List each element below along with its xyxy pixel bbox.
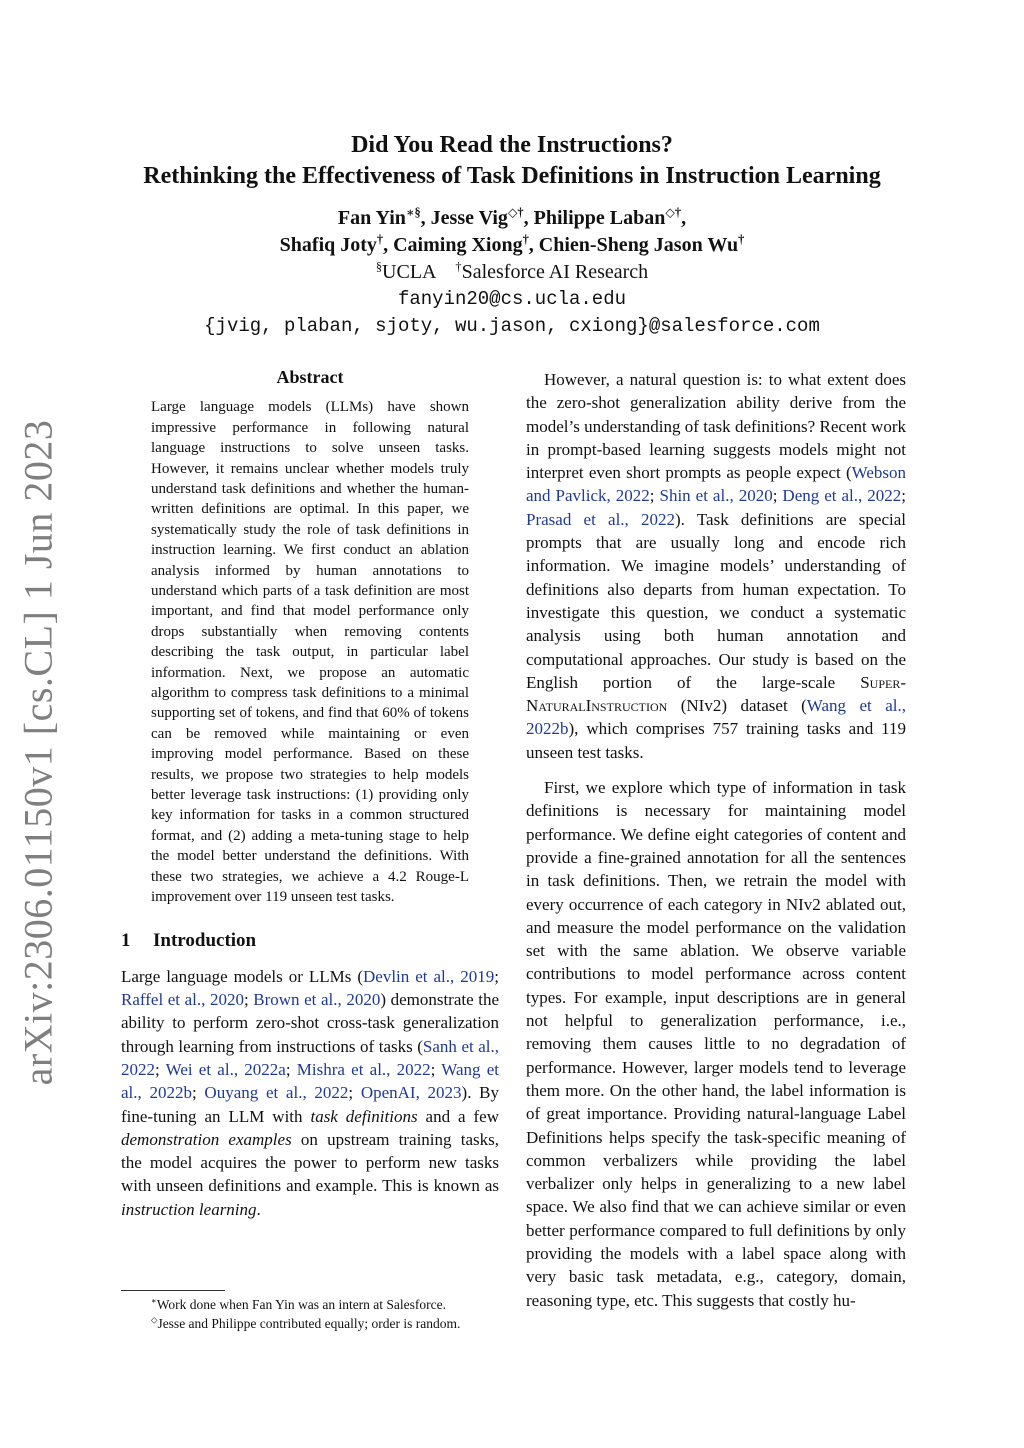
citation-link[interactable]: Wang et al., 2022b: [526, 696, 906, 739]
author-mark: †: [738, 232, 745, 247]
author-mark: ◇†: [665, 205, 682, 220]
intro-paragraph: [121, 965, 499, 1221]
author-name: Chien-Sheng Jason Wu: [538, 234, 739, 256]
author-name: Caiming Xiong: [393, 234, 523, 256]
paper-title: [0, 130, 1024, 192]
author-name: Fan Yin: [337, 207, 406, 229]
left-column: [121, 366, 499, 1221]
citation-link[interactable]: Ouyang et al., 2022: [204, 1083, 349, 1103]
email-salesforce: {jvig, plaban, sjoty, wu.jason, cxiong}@salesforce.com: [204, 315, 820, 337]
text-run: Large language models or LLMs (: [121, 966, 364, 986]
author-name: Jesse Vig: [430, 207, 508, 229]
citation-link[interactable]: Shin et al., 2020: [659, 486, 773, 506]
affiliations: [0, 259, 1024, 286]
arxiv-identifier-stamp: [8, 419, 68, 1086]
citation-link[interactable]: Devlin et al., 2019: [363, 966, 495, 986]
footnote-mark: ◇: [151, 1315, 158, 1325]
text-run: (NIv2) dataset (: [667, 696, 807, 716]
emphasis: demonstration examples: [121, 1129, 292, 1149]
citation-link[interactable]: Raffel et al., 2020: [121, 990, 244, 1010]
affiliation-mark: §: [375, 259, 383, 274]
affiliation-ucla: UCLA: [382, 261, 436, 283]
author-names-line-1: Fan Yin∗§, Jesse Vig◇†, Philippe Laban◇†,: [337, 205, 687, 229]
section-title: Introduction: [153, 930, 257, 952]
author-mark: ◇†: [507, 205, 524, 220]
text-run: ;: [430, 1059, 442, 1079]
title-line-1: Did You Read the Instructions?: [351, 132, 673, 158]
text-run: .: [256, 1199, 261, 1219]
body-paragraph: First, we explore which type of information in task definitions is necessary for maintaining model performance. We define eight categories of content and provide a fine-grained annotation for all the sentences in task definitions. Then, we retrain the model with every occurrence of each category in NIv2 ablated out, and measure the model performance on the validation set with the same ablation. We observe variable contributions to model performance across content types. For example, input descriptions are in general not helpful to generalization performance, i.e., removing them causes little to no degradation of performance. However, larger models tend to leverage them more. On the other hand, the label information is of great importance. Providing natural-language Label Definitions helps specify the task-specific meaning of common verbalizers while providing the label verbalizer only helps in generalizing to a new label space. We also find that we can achieve similar or even better performance compared to full definitions by only providing the models with a label space along with very basic task metadata, e.g., category, domain, reasoning type, etc. This suggests that costly hu-: [526, 778, 906, 1310]
section-number: 1: [121, 930, 131, 952]
author-names-line-2: Shafiq Joty†, Caiming Xiong†, Chien-Sheng Jason Wu†: [279, 232, 745, 256]
text-run: ). Task definitions are special prompts that are usually long and encode rich information. We imagine models’ understanding of definitions also departs from human expectation. To investigate this question, we conduct a systematic analysis using both human annotation and computational approaches. Our study is based on the English portion of the large-scale: [526, 509, 907, 692]
text-run: ;: [649, 486, 660, 506]
arxiv-id-text: arXiv:2306.01150v1 [cs.CL] 1 Jun 2023: [15, 419, 61, 1086]
affiliation-mark: †: [455, 259, 462, 274]
text-run: ), which comprises 757 training tasks and 119 unseen test tasks.: [526, 719, 906, 762]
text-run: ) demonstrate the ability to perform zero-shot cross-task generalization through learning from instructions of tasks (: [121, 990, 499, 1056]
body-paragraph: [526, 368, 906, 764]
text-run: ;: [494, 966, 499, 986]
citation-link[interactable]: Wei et al., 2022a: [165, 1059, 286, 1079]
citation-link[interactable]: Webson and Pavlick, 2022: [526, 463, 906, 506]
text-run: ). By fine-tuning an LLM with: [121, 1083, 499, 1126]
citation-link[interactable]: OpenAI, 2023: [360, 1083, 462, 1103]
author-mark: †: [522, 232, 529, 247]
text-run: on upstream training tasks, the model acquires the power to perform new tasks with unseen definitions and example. This is known as: [121, 1129, 499, 1196]
author-name: Philippe Laban: [533, 207, 666, 229]
text-run: ;: [155, 1059, 166, 1079]
author-block: [0, 205, 1024, 340]
citation-link[interactable]: Deng et al., 2022: [782, 486, 902, 506]
email-ucla: fanyin20@cs.ucla.edu: [397, 288, 627, 310]
author-mark: ∗§: [405, 205, 421, 220]
footnote-2: [121, 1314, 499, 1333]
emphasis: task definitions: [310, 1106, 418, 1126]
footnote-1: [121, 1295, 499, 1314]
text-run: ;: [285, 1059, 297, 1079]
abstract-heading: Abstract: [276, 367, 344, 387]
affiliation-salesforce: Salesforce AI Research: [461, 261, 649, 283]
text-run: ;: [348, 1083, 361, 1103]
emphasis: instruction learning: [121, 1199, 257, 1219]
author-mark: †: [376, 232, 384, 247]
text-run: However, a natural question is: to what extent does the zero-shot generalization ability derive from the model’s understanding of task definitions? Recent work in prompt-based learning suggests models might not interpret even short prompts as people expect (: [526, 370, 906, 483]
citation-link[interactable]: Wang et al., 2022b: [121, 1059, 499, 1103]
footnote-text: Jesse and Philippe contributed equally; order is random.: [157, 1316, 461, 1331]
footnote-mark: ∗: [151, 1296, 157, 1306]
citation-link[interactable]: Brown et al., 2020: [253, 990, 381, 1010]
dataset-name: Super-NaturalInstruction: [526, 672, 906, 716]
citation-link[interactable]: Prasad et al., 2022: [526, 509, 676, 529]
footnote-text: Work done when Fan Yin was an intern at Salesforce.: [156, 1297, 447, 1312]
footnotes: [121, 1290, 499, 1333]
citation-link[interactable]: Mishra et al., 2022: [296, 1059, 431, 1079]
citation-link[interactable]: Sanh et al., 2022: [121, 1036, 500, 1079]
author-name: Shafiq Joty: [279, 234, 377, 256]
section-heading-introduction: [121, 929, 499, 952]
text-run: ;: [243, 990, 254, 1010]
abstract-text: Large language models (LLMs) have shown impressive performance in following natural language instructions to solve unseen tasks. However, it remains unclear whether models truly understand task definitions and whether the human-written definitions are optimal. In this paper, we systematically study the role of task definitions in instruction learning. We first conduct an ablation analysis informed by human annotations to understand which parts of a task definition are most important, and find that model performance only drops substantially when removing contents describing the task output, in particular label information. Next, we propose an automatic algorithm to compress task definitions to a minimal supporting set of tokens, and find that 60% of tokens can be removed while maintaining or even improving model performance. Based on these results, we propose two strategies to help models better leverage task instructions: (1) providing only key information for tasks in a common structured format, and (2) adding a meta-tuning stage to help the model better understand the definitions. With these two strategies, we achieve a 4.2 Rouge-L improvement over 119 unseen test tasks.: [151, 399, 469, 906]
text-run: and a few: [417, 1106, 499, 1126]
text-run: ;: [191, 1083, 205, 1103]
title-line-2: Rethinking the Effectiveness of Task Definitions in Instruction Learning: [143, 163, 881, 189]
text-run: ;: [901, 486, 906, 506]
right-column: [526, 368, 906, 1312]
text-run: ;: [772, 486, 783, 506]
footnote-rule: [121, 1290, 225, 1291]
